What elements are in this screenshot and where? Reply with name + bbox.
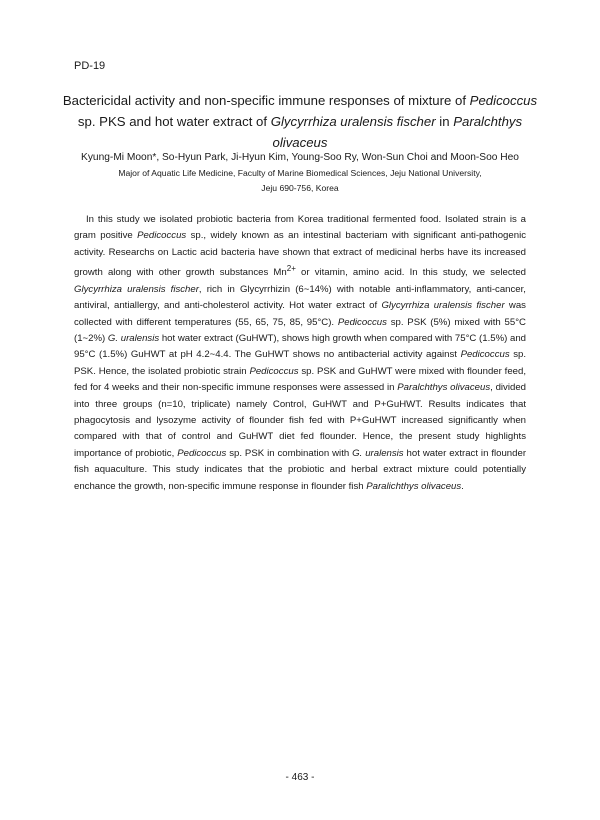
paper-title bbox=[60, 90, 540, 153]
abstract-italic: G. uralensis bbox=[107, 333, 160, 345]
abstract-superscript: 2+ bbox=[286, 264, 296, 274]
author-list: Kyung-Mi Moon*, So-Hyun Park, Ji-Hyun Kim, Young-Soo Ry, Won-Sun Choi and Moon-Soo Heo bbox=[81, 152, 519, 163]
abstract-italic: Paralchthys olivaceus bbox=[397, 382, 491, 394]
abstract-text: was collected with different temperatures (55, 65, 75, 85, 95°C). bbox=[74, 300, 526, 328]
abstract-text: hot water extract in flounder fish aquaculture. This study indicates that the probiotic and herbal extract mixture could potentially enchance the growth, non-specific immune response in flounder fish bbox=[74, 447, 527, 492]
affiliation-line: Jeju 690-756, Korea bbox=[261, 183, 339, 193]
title-italic-fish: Paralchthys olivaceus bbox=[272, 114, 523, 150]
title-italic-genus: Pedicoccus bbox=[469, 93, 538, 108]
abstract-text: sp. PSK. Hence, the isolated probiotic strain bbox=[74, 349, 527, 377]
title-text: in bbox=[435, 114, 454, 129]
abstract-italic: G. uralensis bbox=[352, 447, 404, 459]
title-text: sp. PKS and hot water extract of bbox=[77, 114, 271, 129]
abstract-italic: Glycyrrhiza uralensis fischer bbox=[74, 283, 199, 295]
abstract-text: In this study we isolated probiotic bacteria from Korea traditional fermented food. Isolated strain is a gram positive bbox=[74, 214, 526, 242]
affiliation-line: Major of Aquatic Life Medicine, Faculty of Marine Biomedical Sciences, Jeju National University, bbox=[118, 168, 482, 178]
abstract-text: , rich in Glycyrrhizin (6~14%) with notable anti-inflammatory, anti-cancer, antiviral, antiallergy, and anti-cholesterol activity. Hot water extract of bbox=[74, 283, 526, 312]
abstract-italic: Pedicoccus bbox=[249, 365, 299, 377]
title-italic-species: Glycyrrhiza uralensis fischer bbox=[270, 114, 436, 129]
page-number: - 463 - bbox=[285, 772, 315, 783]
abstract-text: or vitamin, amino acid. In this study, we selected bbox=[295, 267, 527, 279]
abstract-text: sp. PSK and GuHWT were mixed with flounder feed, fed for 4 weeks and their non-specific immune responses were assessed in bbox=[74, 365, 526, 394]
abstract-italic: Glycyrrhiza uralensis fischer bbox=[381, 300, 505, 312]
abstract-italic: Pedicoccus bbox=[137, 230, 187, 242]
abstract-code: PD-19 bbox=[74, 60, 106, 72]
abstract-italic: Pedicoccus bbox=[460, 349, 510, 361]
title-text: Bactericidal activity and non-specific immune responses of mixture of bbox=[62, 93, 470, 108]
abstract-italic: Pedicoccus bbox=[337, 316, 387, 328]
abstract-text: hot water extract (GuHWT), shows high growth when compared with 75°C (1.5%) and 95°C (1.5%) GuHWT at pH 4.2~4.4. The GuHWT shows no antibacterial activity against bbox=[74, 333, 527, 361]
abstract-body bbox=[74, 212, 526, 495]
abstract-text: sp. PSK in combination with bbox=[226, 447, 353, 459]
abstract-text: , divided into three groups (n=10, triplicate) namely Control, GuHWT and P+GuHWT. Results indicates that phagocytosis and lysozyme activity of flounder fish fed with P+GuHWT increased significantly when compared with that of control and GuHWT diet fed flounder. Hence, the present study highlights importance of probiotic, bbox=[74, 382, 526, 459]
abstract-italic: Paralichthys olivaceus bbox=[366, 480, 462, 492]
abstract-italic: Pedicoccus bbox=[177, 447, 227, 459]
abstract-text: . bbox=[461, 480, 464, 492]
affiliation bbox=[60, 166, 540, 196]
abstract-text: sp., widely known as an intestinal bacteriam with significant anti-pathogenic activity. Researchs on Lactic acid bacteria have shown that extract of medicinal herbs have its increased growth along with other growth substances Mn bbox=[74, 230, 526, 279]
abstract-text: sp. PSK (5%) mixed with 55°C (1~2%) bbox=[74, 316, 526, 345]
